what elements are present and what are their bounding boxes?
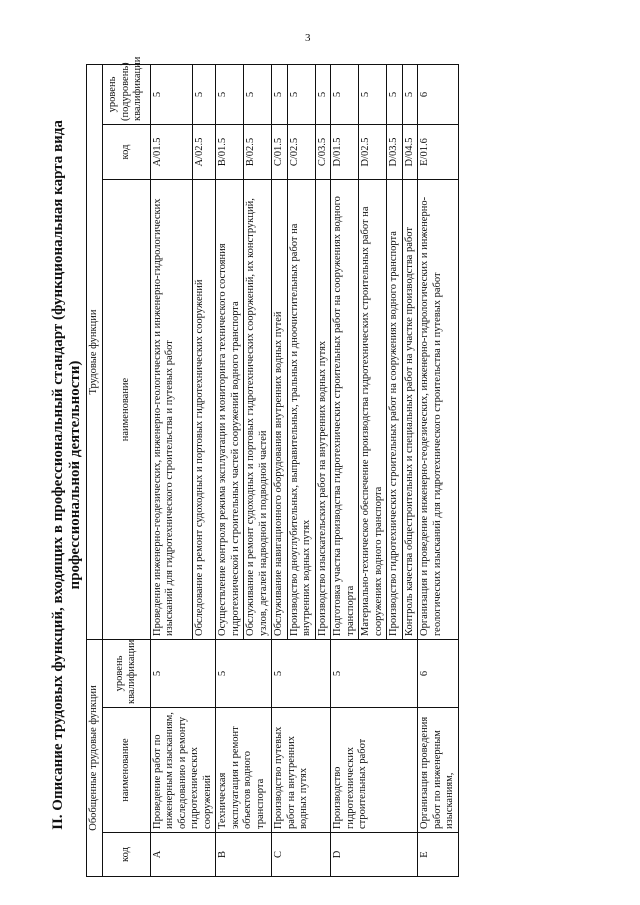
function-code: A/02.5 — [192, 125, 215, 180]
function-name: Производство изыскательских работ на внутренних водных путях — [315, 180, 331, 640]
function-name: Подготовка участка производства гидротехнических строительных работ на сооружениях водного транспорта — [331, 180, 359, 640]
function-code: A/01.5 — [150, 125, 192, 180]
generalized-level: 5 — [272, 640, 331, 708]
section-title: II. Описание трудовых функций, входящих в профессиональный стандарт (функциональная карта вида профессиональной деятельности) — [50, 120, 83, 830]
function-name: Контроль качества общестроительных и специальных работ на участке производства работ — [402, 180, 418, 640]
function-code: D/04.5 — [402, 125, 418, 180]
header-labor-functions: Трудовые функции — [87, 64, 103, 639]
generalized-code: D — [331, 833, 418, 877]
generalized-level: 5 — [331, 640, 418, 708]
function-code: D/03.5 — [387, 125, 403, 180]
table-row — [418, 64, 459, 876]
function-name: Обслуживание и ремонт судоходных и портовых гидротехнических сооружений, их конструкций, узлов, деталей надводной и подводной частей — [244, 180, 272, 640]
header-name: наименование — [102, 708, 150, 833]
table-row — [272, 64, 288, 876]
function-level: 5 — [402, 64, 418, 124]
function-level: 5 — [244, 64, 272, 124]
function-name: Обследование и ремонт судоходных и портовых гидротехнических сооружений — [192, 180, 215, 640]
function-level: 6 — [418, 64, 459, 124]
generalized-name: Проведение работ по инженерным изысканиям, обследованию и ремонту гидротехнических сооружений — [150, 708, 216, 833]
function-code: B/01.5 — [216, 125, 244, 180]
header-row-groups — [87, 64, 103, 876]
function-code: C/03.5 — [315, 125, 331, 180]
function-code: B/02.5 — [244, 125, 272, 180]
function-level: 5 — [192, 64, 215, 124]
function-name: Организация и проведение инженерно-геодезических, инженерно-гидрологических и инженерно-геологических изысканий для гидротехнического строительства и путевых работ — [418, 180, 459, 640]
header-sublevel: уровень (подуровень) квалификации — [102, 64, 150, 124]
function-name: Проведение инженерно-геодезических, инженерно-геологических и инженерно-гидрологических изысканий для гидротехнического строительства и путевых работ — [150, 180, 192, 640]
header-row-columns — [102, 64, 150, 876]
function-level: 5 — [359, 64, 387, 124]
function-level: 5 — [387, 64, 403, 124]
generalized-name: Производство путевых работ на внутренних водных путях — [272, 708, 331, 833]
generalized-code: E — [418, 833, 459, 877]
header-level: уровень квалификации — [102, 640, 150, 708]
generalized-level: 5 — [150, 640, 216, 708]
generalized-level: 6 — [418, 640, 459, 708]
function-level: 5 — [272, 64, 288, 124]
table-body — [150, 64, 458, 876]
table-row — [331, 64, 359, 876]
function-name: Производство гидротехнических строительных работ на сооружениях водного транспорта — [387, 180, 403, 640]
function-code: C/01.5 — [272, 125, 288, 180]
generalized-name: Техническая эксплуатация и ремонт объектов водного транспорта — [216, 708, 272, 833]
function-code: D/02.5 — [359, 125, 387, 180]
function-level: 5 — [216, 64, 244, 124]
header-function-name: наименование — [102, 180, 150, 640]
header-code: код — [102, 833, 150, 877]
function-code: C/02.5 — [287, 125, 315, 180]
generalized-level: 5 — [216, 640, 272, 708]
function-level: 5 — [287, 64, 315, 124]
generalized-code: B — [216, 833, 272, 877]
header-generalized-functions: Обобщенные трудовые функции — [87, 640, 103, 877]
generalized-code: C — [272, 833, 331, 877]
function-name: Осуществление контроля режима эксплуатации и мониторинга технического состояния гидротехнической и строительных частей сооружений водного транспорта — [216, 180, 244, 640]
function-code: E/01.6 — [418, 125, 459, 180]
function-code: D/01.5 — [331, 125, 359, 180]
function-level: 5 — [150, 64, 192, 124]
function-level: 5 — [315, 64, 331, 124]
function-name: Обслуживание навигационного оборудования внутренних водных путей — [272, 180, 288, 640]
header-function-code: код — [102, 125, 150, 180]
function-name: Материально-техническое обеспечение производства гидротехнических строительных работ на сооружениях водного транспорта — [359, 180, 387, 640]
generalized-name: Организация проведения работ по инженерным изысканиям, — [418, 708, 459, 833]
functional-map-table — [86, 56, 459, 877]
function-level: 5 — [331, 64, 359, 124]
table-row — [216, 64, 244, 876]
generalized-code: A — [150, 833, 216, 877]
page-number: 3 — [305, 32, 311, 44]
generalized-name: Производство гидротехнических строительных работ — [331, 708, 418, 833]
table-row — [150, 64, 192, 876]
function-name: Производство дноуглубительных, выправительных, тральных и дноочистительных работ на внутренних водных путях — [287, 180, 315, 640]
